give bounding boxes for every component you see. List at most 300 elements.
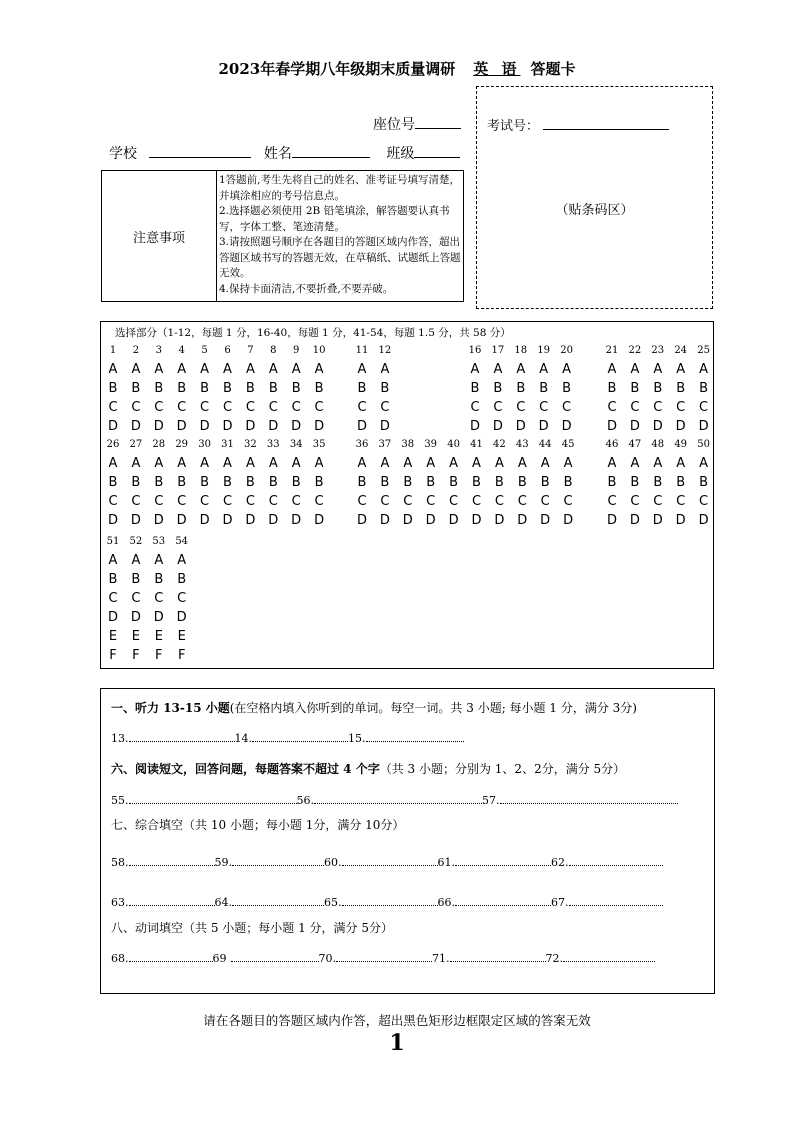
option-c-bubble[interactable]: C bbox=[245, 494, 255, 509]
option-f-bubble[interactable]: F bbox=[109, 648, 117, 663]
option-d-bubble[interactable]: D bbox=[494, 513, 505, 528]
option-b-bubble[interactable]: B bbox=[539, 381, 549, 396]
class-label: 班级 bbox=[386, 146, 415, 162]
answer-blank-69[interactable] bbox=[231, 949, 319, 962]
option-c-bubble[interactable]: C bbox=[200, 494, 210, 509]
option-d-bubble[interactable]: D bbox=[176, 419, 187, 434]
option-d-bubble[interactable]: D bbox=[629, 419, 640, 434]
question-number: 47 bbox=[628, 439, 642, 450]
option-b-bubble[interactable]: B bbox=[291, 475, 301, 490]
question-number: 34 bbox=[289, 439, 303, 450]
option-b-bubble[interactable]: B bbox=[291, 381, 301, 396]
option-d-bubble[interactable]: D bbox=[153, 419, 164, 434]
option-a-bubble[interactable]: A bbox=[177, 362, 187, 377]
option-d-bubble[interactable]: D bbox=[379, 419, 390, 434]
option-c-bubble[interactable]: C bbox=[630, 400, 640, 415]
option-d-bubble[interactable]: D bbox=[379, 513, 390, 528]
option-a-bubble[interactable]: A bbox=[493, 362, 503, 377]
option-b-bubble[interactable]: B bbox=[472, 475, 481, 490]
option-a-bubble[interactable]: A bbox=[268, 456, 278, 471]
option-d-bubble[interactable]: D bbox=[425, 513, 436, 528]
option-a-bubble[interactable]: A bbox=[699, 456, 709, 471]
answer-blank-62[interactable] bbox=[569, 853, 663, 866]
page-number: 1 bbox=[389, 1030, 405, 1056]
option-c-bubble[interactable]: C bbox=[154, 400, 164, 415]
option-b-bubble[interactable]: B bbox=[426, 475, 436, 490]
option-b-bubble[interactable]: B bbox=[699, 475, 709, 490]
question-number: 11 bbox=[355, 345, 369, 356]
option-d-bubble[interactable]: D bbox=[469, 419, 480, 434]
option-c-bubble[interactable]: C bbox=[314, 494, 324, 509]
option-a-bubble[interactable]: A bbox=[403, 456, 413, 471]
option-d-bubble[interactable]: D bbox=[563, 513, 574, 528]
answer-blank-66[interactable] bbox=[455, 893, 551, 906]
option-c-bubble[interactable]: C bbox=[607, 494, 617, 509]
option-d-bubble[interactable]: D bbox=[492, 419, 503, 434]
option-c-bubble[interactable]: C bbox=[540, 494, 550, 509]
question-number: 4 bbox=[178, 345, 185, 356]
option-a-bubble[interactable]: A bbox=[291, 456, 301, 471]
title-text: 2023年春学期八年级期末质量调研 bbox=[218, 60, 456, 78]
option-a-bubble[interactable]: A bbox=[245, 362, 255, 377]
answer-blank-55[interactable] bbox=[129, 791, 297, 804]
option-c-bubble[interactable]: C bbox=[426, 494, 436, 509]
option-a-bubble[interactable]: A bbox=[426, 456, 436, 471]
answer-blank-57[interactable] bbox=[500, 791, 678, 804]
option-d-bubble[interactable]: D bbox=[538, 419, 549, 434]
option-b-bubble[interactable]: B bbox=[676, 381, 686, 396]
option-c-bubble[interactable]: C bbox=[449, 494, 459, 509]
option-a-bubble[interactable]: A bbox=[653, 456, 663, 471]
option-a-bubble[interactable]: A bbox=[177, 456, 187, 471]
option-a-bubble[interactable]: A bbox=[676, 456, 686, 471]
question-number: 33 bbox=[266, 439, 280, 450]
question-number: 28 bbox=[152, 439, 166, 450]
answer-blank-72[interactable] bbox=[563, 949, 655, 962]
question-number: 31 bbox=[221, 439, 234, 450]
option-d-bubble[interactable]: D bbox=[314, 513, 325, 528]
option-b-bubble[interactable]: B bbox=[268, 475, 278, 490]
option-b-bubble[interactable]: B bbox=[653, 475, 663, 490]
answer-blank-15[interactable] bbox=[366, 729, 464, 742]
option-c-bubble[interactable]: C bbox=[563, 494, 573, 509]
option-d-bubble[interactable]: D bbox=[356, 419, 367, 434]
school-label: 学校 bbox=[109, 146, 137, 162]
option-a-bubble[interactable]: A bbox=[676, 362, 686, 377]
option-b-bubble[interactable]: B bbox=[268, 381, 278, 396]
question-number: 7 bbox=[247, 345, 254, 356]
option-b-bubble[interactable]: B bbox=[131, 572, 141, 587]
option-a-bubble[interactable]: A bbox=[108, 362, 118, 377]
option-d-bubble[interactable]: D bbox=[222, 419, 233, 434]
item-label: 62. bbox=[551, 856, 569, 869]
option-b-bubble[interactable]: B bbox=[380, 475, 390, 490]
option-d-bubble[interactable]: D bbox=[517, 513, 528, 528]
option-a-bubble[interactable]: A bbox=[607, 456, 617, 471]
option-b-bubble[interactable]: B bbox=[314, 475, 324, 490]
option-c-bubble[interactable]: C bbox=[291, 400, 301, 415]
option-c-bubble[interactable]: C bbox=[154, 591, 164, 606]
option-d-bubble[interactable]: D bbox=[629, 513, 640, 528]
option-a-bubble[interactable]: A bbox=[494, 456, 504, 471]
option-c-bubble[interactable]: C bbox=[403, 494, 413, 509]
option-a-bubble[interactable]: A bbox=[131, 456, 141, 471]
option-a-bubble[interactable]: A bbox=[108, 553, 118, 568]
option-c-bubble[interactable]: C bbox=[653, 400, 663, 415]
option-c-bubble[interactable]: C bbox=[314, 400, 324, 415]
option-a-bubble[interactable]: A bbox=[357, 456, 367, 471]
option-b-bubble[interactable]: B bbox=[245, 475, 255, 490]
notice-box bbox=[101, 170, 464, 302]
option-c-bubble[interactable]: C bbox=[493, 400, 503, 415]
option-c-bubble[interactable]: C bbox=[470, 400, 480, 415]
option-f-bubble[interactable]: F bbox=[177, 648, 186, 663]
option-d-bubble[interactable]: D bbox=[107, 610, 118, 625]
option-d-bubble[interactable]: D bbox=[606, 513, 617, 528]
option-b-bubble[interactable]: B bbox=[653, 381, 663, 396]
option-b-bubble[interactable]: B bbox=[607, 475, 617, 490]
option-b-bubble[interactable]: B bbox=[699, 381, 709, 396]
question-number: 19 bbox=[537, 345, 551, 356]
option-a-bubble[interactable]: A bbox=[470, 362, 480, 377]
option-b-bubble[interactable]: B bbox=[357, 381, 367, 396]
question-number: 32 bbox=[244, 439, 257, 450]
option-c-bubble[interactable]: C bbox=[200, 400, 210, 415]
option-d-bubble[interactable]: D bbox=[107, 513, 118, 528]
reading-answers bbox=[111, 791, 678, 807]
option-a-bubble[interactable]: A bbox=[607, 362, 617, 377]
option-b-bubble[interactable]: B bbox=[540, 475, 550, 490]
question-number: 48 bbox=[651, 439, 665, 450]
option-a-bubble[interactable]: A bbox=[154, 362, 164, 377]
option-d-bubble[interactable]: D bbox=[199, 513, 210, 528]
option-c-bubble[interactable]: C bbox=[131, 400, 141, 415]
option-b-bubble[interactable]: B bbox=[493, 381, 503, 396]
option-c-bubble[interactable]: C bbox=[108, 494, 118, 509]
item-label: 56. bbox=[296, 794, 314, 807]
verb-answers bbox=[111, 949, 655, 965]
option-a-bubble[interactable]: A bbox=[291, 362, 301, 377]
option-d-bubble[interactable]: D bbox=[291, 419, 302, 434]
answer-blank-58[interactable] bbox=[129, 853, 215, 866]
option-d-bubble[interactable]: D bbox=[356, 513, 367, 528]
option-b-bubble[interactable]: B bbox=[470, 381, 480, 396]
option-b-bubble[interactable]: B bbox=[516, 381, 526, 396]
option-c-bubble[interactable]: C bbox=[131, 591, 141, 606]
item-label: 13. bbox=[111, 732, 129, 745]
answer-blank-70[interactable] bbox=[336, 949, 432, 962]
option-b-bubble[interactable]: B bbox=[449, 475, 459, 490]
option-b-bubble[interactable]: B bbox=[154, 381, 164, 396]
option-b-bubble[interactable]: B bbox=[108, 381, 118, 396]
answer-blank-64[interactable] bbox=[232, 893, 324, 906]
item-label: 55. bbox=[111, 794, 129, 807]
option-d-bubble[interactable]: D bbox=[402, 513, 413, 528]
section-cloze-title: 七、综合填空（共 10 小题；每小题 1分，满分 10分） bbox=[111, 818, 405, 832]
answer-blank-60[interactable] bbox=[342, 853, 438, 866]
option-c-bubble[interactable]: C bbox=[380, 494, 390, 509]
option-d-bubble[interactable]: D bbox=[130, 610, 141, 625]
option-d-bubble[interactable]: D bbox=[153, 610, 164, 625]
option-c-bubble[interactable]: C bbox=[222, 494, 233, 509]
option-e-bubble[interactable]: E bbox=[131, 629, 140, 644]
question-number: 44 bbox=[538, 439, 552, 450]
option-a-bubble[interactable]: A bbox=[540, 456, 550, 471]
option-c-bubble[interactable]: C bbox=[699, 494, 709, 509]
section-listening-rest: (在空格内填入你听到的单词。每空一词。共 3 小题; 每小题 1 分，满分 3分) bbox=[229, 701, 637, 715]
answer-blank-71[interactable] bbox=[450, 949, 546, 962]
option-b-bubble[interactable]: B bbox=[177, 475, 187, 490]
question-number: 5 bbox=[201, 345, 208, 356]
option-d-bubble[interactable]: D bbox=[675, 419, 686, 434]
notice-line: 4.保持卡面清洁,不要折叠,不要弄破。 bbox=[219, 282, 394, 295]
option-b-bubble[interactable]: B bbox=[357, 475, 367, 490]
option-b-bubble[interactable]: B bbox=[108, 572, 118, 587]
option-c-bubble[interactable]: C bbox=[222, 400, 233, 415]
option-c-bubble[interactable]: C bbox=[177, 591, 187, 606]
option-e-bubble[interactable]: E bbox=[177, 629, 186, 644]
option-c-bubble[interactable]: C bbox=[268, 400, 278, 415]
item-label: 70. bbox=[318, 952, 336, 965]
question-number: 10 bbox=[312, 345, 326, 356]
notice-line: 3.请按照题号顺序在各题目的答题区域内作答，超出答题区域书写的答题无效，在草稿纸、试题纸上答题无效。 bbox=[219, 236, 461, 279]
option-b-bubble[interactable]: B bbox=[403, 475, 413, 490]
cloze-answers-row1 bbox=[111, 853, 663, 869]
question-number: 29 bbox=[175, 439, 189, 450]
school-blank[interactable] bbox=[149, 143, 251, 158]
option-c-bubble[interactable]: C bbox=[108, 591, 118, 606]
option-a-bubble[interactable]: A bbox=[177, 553, 187, 568]
question-number: 2 bbox=[132, 345, 140, 356]
option-c-bubble[interactable]: C bbox=[699, 400, 709, 415]
option-a-bubble[interactable]: A bbox=[314, 362, 324, 377]
option-d-bubble[interactable]: D bbox=[107, 419, 118, 434]
question-number: 26 bbox=[106, 439, 120, 450]
option-a-bubble[interactable]: A bbox=[314, 456, 324, 471]
option-a-bubble[interactable]: A bbox=[517, 456, 527, 471]
option-a-bubble[interactable]: A bbox=[357, 362, 367, 377]
option-a-bubble[interactable]: A bbox=[223, 362, 232, 377]
option-a-bubble[interactable]: A bbox=[539, 362, 549, 377]
item-label: 68. bbox=[111, 952, 129, 965]
option-b-bubble[interactable]: B bbox=[177, 381, 187, 396]
item-label: 64. bbox=[214, 896, 232, 909]
class-blank[interactable] bbox=[414, 143, 460, 158]
choice-title: 选择部分（1-12，每题 1 分，16-40，每题 1 分，41-54，每题 1.5 分，共 58 分） bbox=[115, 327, 511, 339]
option-d-bubble[interactable]: D bbox=[130, 419, 141, 434]
option-d-bubble[interactable]: D bbox=[698, 513, 709, 528]
exam-no-label: 考试号： bbox=[487, 119, 540, 134]
notice-line: 2.选择题必须使用 2B 铅笔填涂，解答题要认真书写，字体工整、笔迹清楚。 bbox=[219, 205, 450, 233]
item-label: 71. bbox=[432, 952, 450, 965]
answer-blank-59[interactable] bbox=[232, 853, 324, 866]
option-a-bubble[interactable]: A bbox=[131, 553, 141, 568]
option-d-bubble[interactable]: D bbox=[471, 513, 482, 528]
option-d-bubble[interactable]: D bbox=[153, 513, 164, 528]
section-reading-bold: 六、阅读短文，回答问题，每题答案不超过 4 个字 bbox=[111, 762, 380, 776]
option-d-bubble[interactable]: D bbox=[291, 513, 302, 528]
answer-blank-63[interactable] bbox=[129, 893, 215, 906]
item-label: 66. bbox=[437, 896, 455, 909]
question-number: 27 bbox=[129, 439, 143, 450]
question-number: 38 bbox=[401, 439, 415, 450]
option-a-bubble[interactable]: A bbox=[200, 362, 210, 377]
option-d-bubble[interactable]: D bbox=[268, 513, 279, 528]
option-c-bubble[interactable]: C bbox=[357, 494, 367, 509]
option-b-bubble[interactable]: B bbox=[314, 381, 324, 396]
option-b-bubble[interactable]: B bbox=[517, 475, 527, 490]
answer-blank-13[interactable] bbox=[129, 729, 235, 742]
option-c-bubble[interactable]: C bbox=[676, 400, 686, 415]
question-number: 17 bbox=[491, 345, 505, 356]
question-number: 45 bbox=[561, 439, 575, 450]
option-d-bubble[interactable]: D bbox=[652, 419, 663, 434]
option-c-bubble[interactable]: C bbox=[517, 494, 527, 509]
option-d-bubble[interactable]: D bbox=[176, 610, 187, 625]
item-label: 57. bbox=[482, 794, 500, 807]
option-d-bubble[interactable]: D bbox=[540, 513, 551, 528]
option-b-bubble[interactable]: B bbox=[245, 381, 255, 396]
option-d-bubble[interactable]: D bbox=[245, 419, 256, 434]
option-c-bubble[interactable]: C bbox=[154, 494, 164, 509]
option-f-bubble[interactable]: F bbox=[155, 648, 163, 663]
option-a-bubble[interactable]: A bbox=[245, 456, 255, 471]
exam-no-blank[interactable] bbox=[543, 115, 669, 130]
answer-blank-65[interactable] bbox=[342, 893, 438, 906]
option-c-bubble[interactable]: C bbox=[268, 494, 278, 509]
seat-field bbox=[373, 114, 461, 134]
option-c-bubble[interactable]: C bbox=[539, 400, 549, 415]
option-b-bubble[interactable]: B bbox=[563, 475, 573, 490]
item-label: 63. bbox=[111, 896, 129, 909]
item-label: 67. bbox=[551, 896, 569, 909]
option-d-bubble[interactable]: D bbox=[675, 513, 686, 528]
section-listening-title bbox=[111, 699, 637, 716]
question-number: 54 bbox=[175, 536, 189, 547]
option-a-bubble[interactable]: A bbox=[472, 456, 481, 471]
option-a-bubble[interactable]: A bbox=[131, 362, 141, 377]
name-blank[interactable] bbox=[292, 143, 370, 158]
option-a-bubble[interactable]: A bbox=[449, 456, 459, 471]
option-c-bubble[interactable]: C bbox=[245, 400, 255, 415]
option-a-bubble[interactable]: A bbox=[108, 456, 118, 471]
option-a-bubble[interactable]: A bbox=[630, 362, 640, 377]
option-c-bubble[interactable]: C bbox=[177, 400, 187, 415]
option-d-bubble[interactable]: D bbox=[652, 513, 663, 528]
option-c-bubble[interactable]: C bbox=[380, 400, 390, 415]
option-d-bubble[interactable]: D bbox=[606, 419, 617, 434]
option-a-bubble[interactable]: A bbox=[653, 362, 663, 377]
option-a-bubble[interactable]: A bbox=[154, 456, 164, 471]
question-number: 50 bbox=[697, 439, 710, 450]
option-c-bubble[interactable]: C bbox=[607, 400, 617, 415]
option-b-bubble[interactable]: B bbox=[676, 475, 686, 490]
option-d-bubble[interactable]: D bbox=[314, 419, 325, 434]
option-a-bubble[interactable]: A bbox=[380, 456, 390, 471]
option-c-bubble[interactable]: C bbox=[494, 494, 504, 509]
option-d-bubble[interactable]: D bbox=[515, 419, 526, 434]
option-d-bubble[interactable]: D bbox=[176, 513, 187, 528]
question-number: 8 bbox=[270, 345, 277, 356]
option-c-bubble[interactable]: C bbox=[516, 400, 526, 415]
option-b-bubble[interactable]: B bbox=[177, 572, 187, 587]
option-c-bubble[interactable]: C bbox=[357, 400, 367, 415]
option-d-bubble[interactable]: D bbox=[561, 419, 572, 434]
option-d-bubble[interactable]: D bbox=[199, 419, 210, 434]
option-b-bubble[interactable]: B bbox=[154, 475, 164, 490]
item-label: 65. bbox=[324, 896, 342, 909]
option-d-bubble[interactable]: D bbox=[268, 419, 279, 434]
answer-blank-61[interactable] bbox=[455, 853, 551, 866]
option-e-bubble[interactable]: E bbox=[154, 629, 163, 644]
option-d-bubble[interactable]: D bbox=[448, 513, 459, 528]
option-c-bubble[interactable]: C bbox=[131, 494, 141, 509]
cloze-answers-row2 bbox=[111, 893, 663, 909]
answer-blank-56[interactable] bbox=[314, 791, 482, 804]
option-b-bubble[interactable]: B bbox=[154, 572, 164, 587]
option-d-bubble[interactable]: D bbox=[698, 419, 709, 434]
option-b-bubble[interactable]: B bbox=[630, 381, 640, 396]
option-c-bubble[interactable]: C bbox=[630, 494, 640, 509]
option-b-bubble[interactable]: B bbox=[494, 475, 504, 490]
question-number: 43 bbox=[515, 439, 529, 450]
option-d-bubble[interactable]: D bbox=[222, 513, 233, 528]
seat-blank[interactable] bbox=[415, 114, 461, 129]
notice-label: 注意事项 bbox=[102, 171, 217, 301]
option-a-bubble[interactable]: A bbox=[562, 362, 572, 377]
student-info-row bbox=[109, 143, 460, 163]
option-b-bubble[interactable]: B bbox=[562, 381, 572, 396]
option-b-bubble[interactable]: B bbox=[131, 381, 141, 396]
option-c-bubble[interactable]: C bbox=[471, 494, 482, 509]
option-b-bubble[interactable]: B bbox=[607, 381, 617, 396]
option-a-bubble[interactable]: A bbox=[154, 553, 164, 568]
option-c-bubble[interactable]: C bbox=[676, 494, 686, 509]
option-b-bubble[interactable]: B bbox=[200, 381, 210, 396]
option-a-bubble[interactable]: A bbox=[268, 362, 278, 377]
question-number: 24 bbox=[674, 345, 688, 356]
answer-blank-68[interactable] bbox=[129, 949, 213, 962]
option-b-bubble[interactable]: B bbox=[223, 381, 232, 396]
option-b-bubble[interactable]: B bbox=[223, 475, 232, 490]
option-c-bubble[interactable]: C bbox=[562, 400, 572, 415]
option-a-bubble[interactable]: A bbox=[516, 362, 526, 377]
option-b-bubble[interactable]: B bbox=[380, 381, 390, 396]
page-title bbox=[0, 58, 794, 79]
option-c-bubble[interactable]: C bbox=[653, 494, 663, 509]
option-d-bubble[interactable]: D bbox=[245, 513, 256, 528]
option-a-bubble[interactable]: A bbox=[699, 362, 709, 377]
option-c-bubble[interactable]: C bbox=[291, 494, 301, 509]
option-a-bubble[interactable]: A bbox=[380, 362, 390, 377]
option-c-bubble[interactable]: C bbox=[108, 400, 118, 415]
option-a-bubble[interactable]: A bbox=[200, 456, 210, 471]
option-b-bubble[interactable]: B bbox=[108, 475, 118, 490]
option-c-bubble[interactable]: C bbox=[177, 494, 187, 509]
answer-blank-14[interactable] bbox=[252, 729, 348, 742]
option-a-bubble[interactable]: A bbox=[223, 456, 232, 471]
option-a-bubble[interactable]: A bbox=[630, 456, 640, 471]
option-b-bubble[interactable]: B bbox=[630, 475, 640, 490]
option-b-bubble[interactable]: B bbox=[131, 475, 141, 490]
option-b-bubble[interactable]: B bbox=[200, 475, 210, 490]
option-a-bubble[interactable]: A bbox=[563, 456, 573, 471]
option-e-bubble[interactable]: E bbox=[108, 629, 118, 644]
answer-blank-67[interactable] bbox=[569, 893, 663, 906]
option-f-bubble[interactable]: F bbox=[132, 648, 140, 663]
card-text: 答题卡 bbox=[530, 60, 576, 78]
option-d-bubble[interactable]: D bbox=[130, 513, 141, 528]
